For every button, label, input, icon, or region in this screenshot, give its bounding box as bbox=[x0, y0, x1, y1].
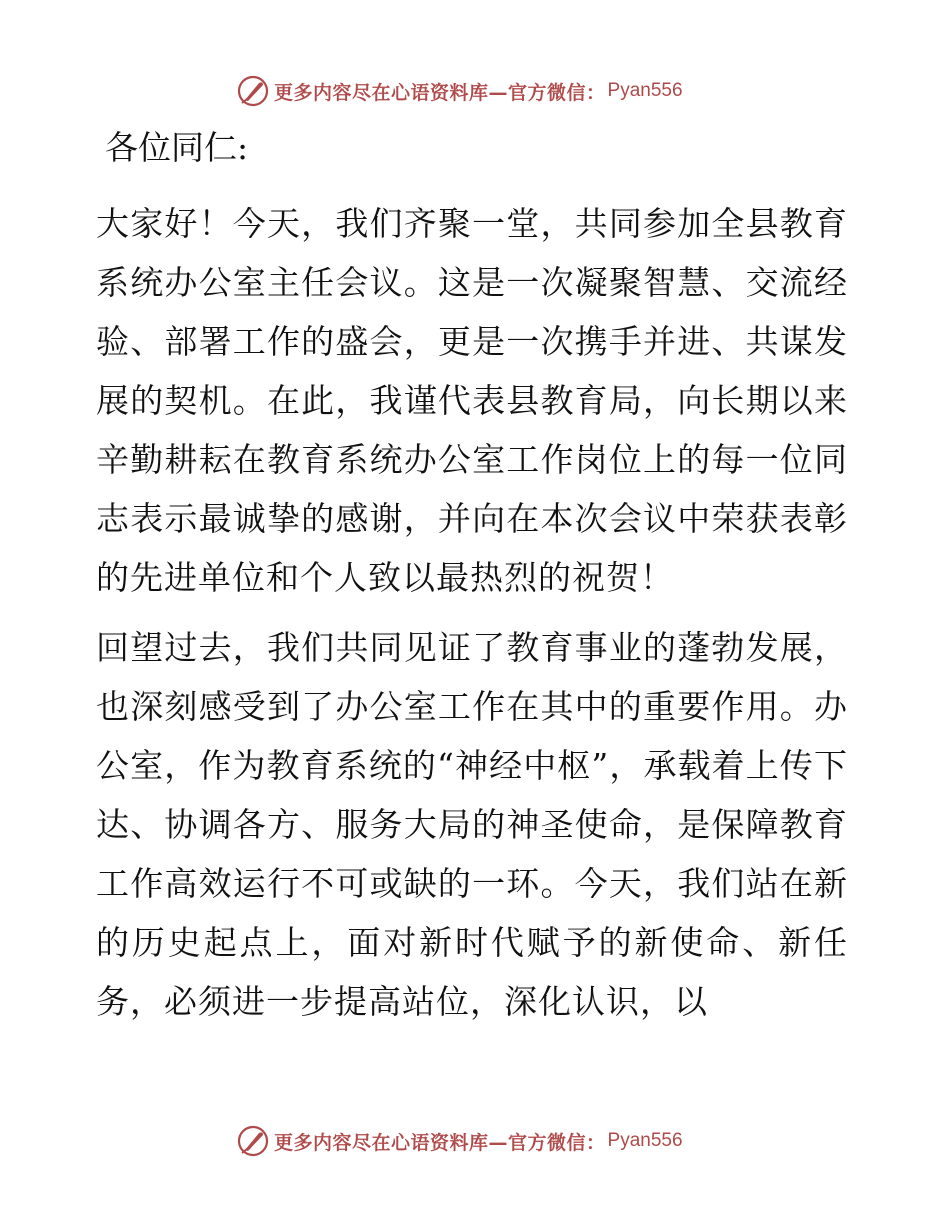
quill-pen-logo-icon bbox=[236, 74, 270, 108]
footer-wechat-id: Pyan556 bbox=[607, 1130, 683, 1151]
quill-pen-logo-icon bbox=[236, 1124, 270, 1158]
footer-brand-text: 更多内容尽在心语资料库—官方微信： bbox=[274, 1131, 606, 1154]
document-body bbox=[96, 194, 848, 1031]
header-brand-text: 更多内容尽在心语资料库—官方微信： bbox=[274, 81, 606, 104]
greeting: 各位同仁: bbox=[105, 128, 249, 167]
paragraph-1: 大家好！今天，我们齐聚一堂，共同参加全县教育系统办公室主任会议。这是一次凝聚智慧、交流经验、部署工作的盛会，更是一次携手并进、共谋发展的契机。在此，我谨代表县教育局，向长期以来辛勤耕耘在教育系统办公室工作岗位上的每一位同志表示最诚挚的感谢，并向在本次会议中荣获表彰的先进单位和个人致以最热烈的祝贺！ bbox=[96, 204, 848, 597]
paragraph-2: 回望过去，我们共同见证了教育事业的蓬勃发展，也深刻感受到了办公室工作在其中的重要作用。办公室，作为教育系统的“神经中枢”，承载着上传下达、协调各方、服务大局的神圣使命，是保障教育工作高效运行不可或缺的一环。今天，我们站在新的历史起点上，面对新时代赋予的新使命、新任务，必须进一步提高站位，深化认识，以 bbox=[96, 628, 848, 1021]
header-wechat-id: Pyan556 bbox=[607, 80, 683, 101]
header-watermark bbox=[236, 74, 683, 108]
footer-watermark bbox=[236, 1124, 683, 1158]
